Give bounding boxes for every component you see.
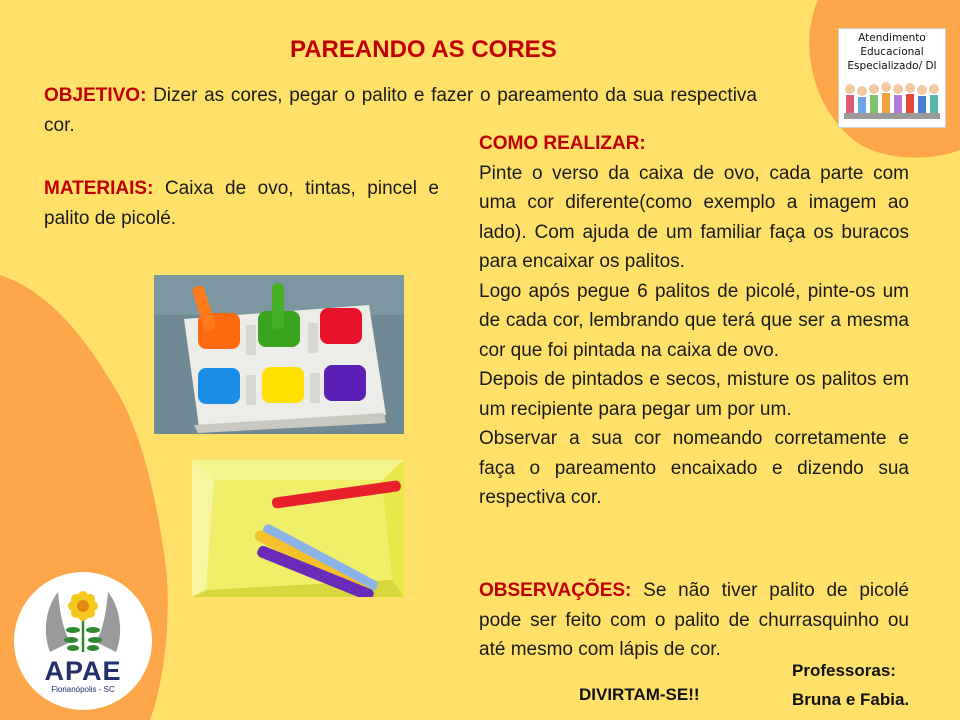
- instruction-paragraph: Pinte o verso da caixa de ovo, cada parte com uma cor diferente(como exemplo a imagem ao lado). Com ajuda de um familiar faça os buracos para encaixar os palitos.: [479, 162, 909, 272]
- divirtam-text: DIVIRTAM-SE!!: [579, 685, 700, 704]
- observations-body: Se não tiver palito de picolé pode ser feito com o palito de churrasquinho ou até mesmo com lápis de cor.: [479, 580, 909, 660]
- materials-text: [44, 174, 439, 233]
- apae-city: Florianópolis - SC: [51, 685, 115, 694]
- observations-text: [479, 576, 909, 665]
- instruction-paragraph: Logo após pegue 6 palitos de picolé, pinte-os um de cada cor, lembrando que terá que ser a mesma cor que foi pintada na caixa de ovo.: [479, 280, 909, 361]
- egg-carton-photo: [154, 275, 404, 434]
- materials-body: Caixa de ovo, tintas, pincel e palito de picolé.: [44, 178, 439, 229]
- page-title: PAREANDO AS CORES: [290, 36, 557, 63]
- teachers-label: Professoras:: [792, 661, 896, 680]
- apae-logo-icon: [40, 582, 126, 656]
- children-illustration: [842, 79, 942, 123]
- objective-body: Dizer as cores, pegar o palito e fazer o pareamento da sua respectiva cor.: [44, 85, 757, 136]
- apae-wordmark: APAE: [44, 656, 122, 686]
- observations-label: OBSERVAÇÕES:: [479, 580, 632, 601]
- instructions-section: [479, 129, 909, 513]
- instruction-paragraph: Depois de pintados e secos, misture os palitos em um recipiente para pegar um por um.: [479, 369, 909, 420]
- objective-label: OBJETIVO:: [44, 85, 147, 106]
- teachers-names: Bruna e Fabia.: [792, 690, 910, 709]
- badge-text: Atendimento Educacional Especializado/ DI: [847, 32, 937, 72]
- tray-sticks-photo: [192, 460, 404, 597]
- materials-label: MATERIAIS:: [44, 178, 154, 199]
- aee-badge: [838, 28, 946, 128]
- instruction-paragraph: Observar a sua cor nomeando corretamente e faça o pareamento encaixado e dizendo sua respectiva cor.: [479, 428, 909, 508]
- instructions-heading: COMO REALIZAR:: [479, 133, 646, 154]
